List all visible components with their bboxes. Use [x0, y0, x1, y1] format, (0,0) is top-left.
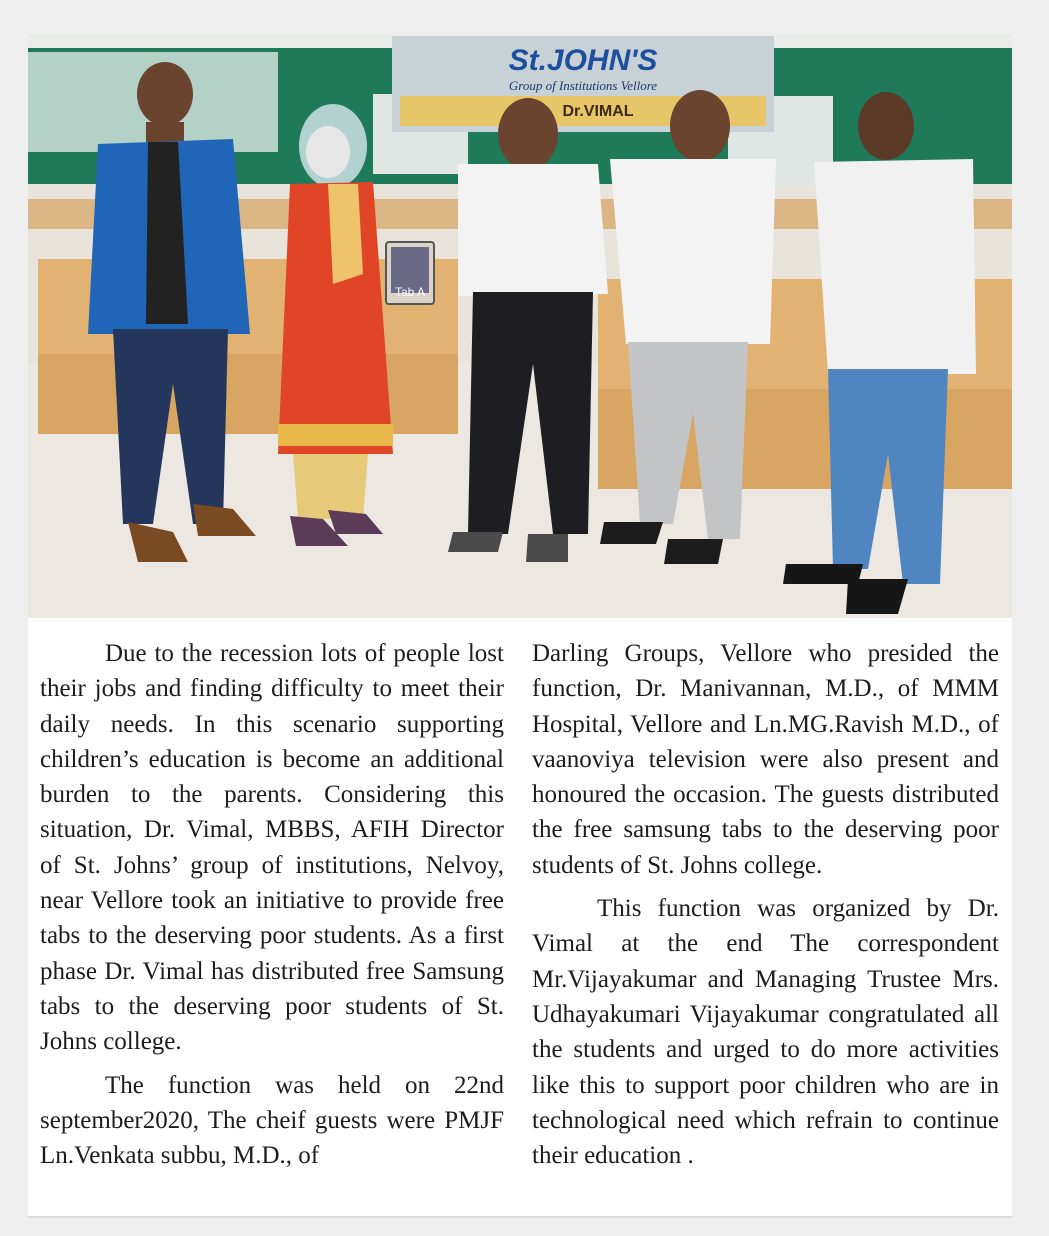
article-left-column: [40, 636, 504, 1173]
event-photo: [28, 34, 1012, 618]
article-paragraph: This function was organized by Dr. Vimal at the end The correspondent Mr.Vijayakumar and Managing Trustee Mrs. Udhayakumari Vijayakumar congratulated all the students and urged to do more activities like this to support poor children who are in technological need which refrain to continue their education .: [532, 895, 999, 1170]
tablet: [386, 242, 434, 304]
article-paragraph: Darling Groups, Vellore who presided the function, Dr. Manivannan, M.D., of MMM Hospital, Vellore and Ln.MG.Ravish M.D., of vaanoviya television were also present and honoured the occasion. The guests distributed the free samsung tabs to the deserving poor students of St. Johns college.: [532, 640, 999, 879]
banner-name: Dr.VIMAL: [562, 103, 634, 120]
article-right-column: [532, 636, 999, 1173]
article-paragraph: The function was held on 22nd september2020, The cheif guests were PMJF Ln.Venkata subbu, M.D., of: [40, 1071, 504, 1170]
article-page: [28, 34, 1012, 1216]
article-paragraph: Due to the recession lots of people lost their jobs and finding difficulty to meet their daily needs. In this scenario supporting children’s education is become an additional burden to the parents. Considering this situation, Dr. Vimal, MBBS, AFIH Director of St. Johns’ group of institutions, Nelvoy, near Vellore took an initiative to provide free tabs to the deserving poor students. As a first phase Dr. Vimal has distributed free Samsung tabs to the deserving poor students of St. Johns college.: [40, 640, 504, 1056]
tablet-label: Tab A: [394, 285, 426, 299]
banner-logo-text: St.JOHN'S: [508, 44, 658, 77]
banner-subtitle: Group of Institutions Vellore: [508, 78, 658, 93]
